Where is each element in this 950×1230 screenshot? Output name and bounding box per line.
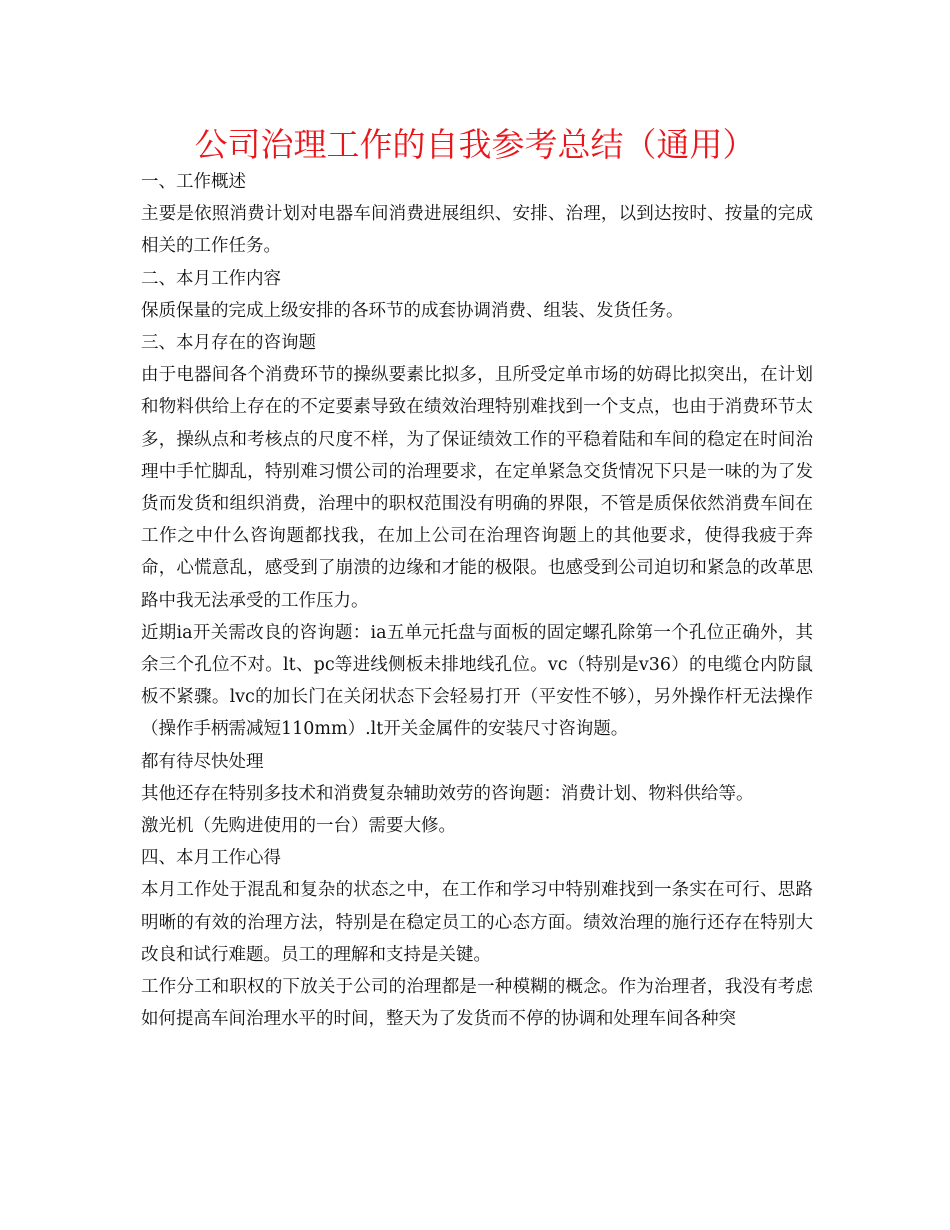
paragraph-monthly-content: 保质保量的完成上级安排的各环节的成套协调消费、组装、发货任务。 bbox=[141, 300, 684, 321]
section-heading-experience: 四、本月工作心得 bbox=[141, 848, 281, 869]
section-heading-overview: 一、工作概述 bbox=[141, 172, 246, 192]
line-pending: 都有待尽快处理 bbox=[141, 751, 264, 772]
paragraph-overview: 主要是依照消费计划对电器车间消费进展组织、安排、治理，以到达按时、按量的完成相关的工作任务。 bbox=[141, 204, 813, 257]
document-title: 公司治理工作的自我参考总结（通用） bbox=[194, 125, 756, 164]
paragraph-other-issues: 其他还存在特别多技术和消费复杂辅助效劳的咨询题：消费计划、物料供给等。 bbox=[141, 783, 754, 804]
section-heading-issues: 三、本月存在的咨询题 bbox=[141, 333, 316, 354]
section-heading-monthly-content: 二、本月工作内容 bbox=[141, 268, 281, 289]
paragraph-laser-machine: 激光机（先购进使用的一台）需要大修。 bbox=[141, 816, 456, 837]
paragraph-delegation: 工作分工和职权的下放关于公司的治理都是一种模糊的概念。作为治理者，我没有考虑如何提高车间治理水平的时间，整天为了发货而不停的协调和处理车间各种突 bbox=[141, 977, 813, 1030]
paragraph-recent-issues: 近期ia开关需改良的咨询题：ia五单元托盘与面板的固定螺孔除第一个孔位正确外，其余三个孔位不对。lt、pc等进线侧板未排地线孔位。vc（特别是v36）的电缆仓内防鼠板不紧骤。lvc的加长门在关闭状态下会轻易打开（平安性不够），另外操作杆无法操作（操作手柄需减短110mm）.lt开关金属件的安装尺寸咨询题。 bbox=[141, 622, 813, 740]
paragraph-issues: 由于电器间各个消费环节的操纵要素比拟多，且所受定单市场的妨碍比拟突出，在计划和物料供给上存在的不定要素导致在绩效治理特别难找到一个支点，也由于消费环节太多，操纵点和考核点的尺度不样，为了保证绩效工作的平稳着陆和车间的稳定在时间治理中手忙脚乱，特别难习惯公司的治理要求，在定单紧急交货情况下只是一味的为了发货而发货和组织消费，治理中的职权范围没有明确的界限，不管是质保依然消费车间在工作之中什么咨询题都找我，在加上公司在治理咨询题上的其他要求，使得我疲于奔命，心慌意乱，感受到了崩溃的边缘和才能的极限。也感受到公司迫切和紧急的改革思路中我无法承受的工作压力。 bbox=[141, 365, 813, 611]
paragraph-experience: 本月工作处于混乱和复杂的状态之中，在工作和学习中特别难找到一条实在可行、思路明晰的有效的治理方法，特别是在稳定员工的心态方面。绩效治理的施行还存在特别大改良和试行难题。员工的理解和支持是关键。 bbox=[141, 880, 813, 965]
document-body bbox=[141, 166, 813, 1035]
